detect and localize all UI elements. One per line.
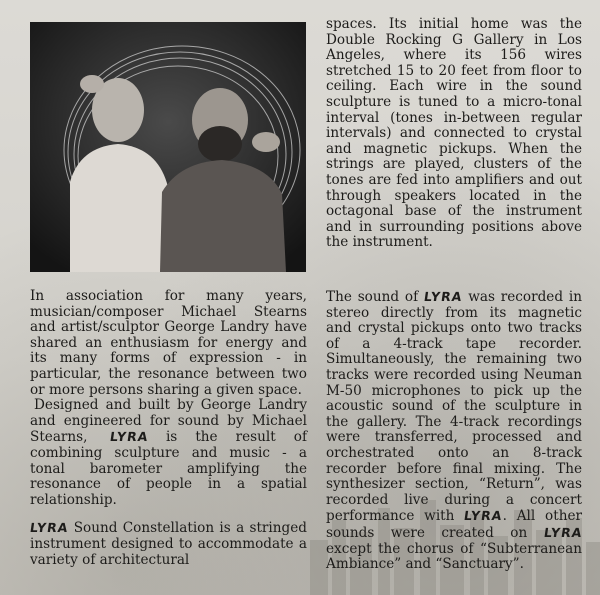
recording-text-d: except the chorus of “Subterranean Ambiance” and “Sanctuary”. bbox=[326, 540, 582, 573]
column-bottom-right bbox=[326, 289, 582, 573]
column-top-right bbox=[326, 17, 582, 251]
constellation-text: Sound Constellation is a stringed instrument designed to accommodate a variety of architectural bbox=[30, 520, 307, 568]
photo-image bbox=[30, 22, 306, 272]
lyra-logo: LYRA bbox=[463, 508, 504, 524]
column-left bbox=[30, 289, 307, 568]
paragraph-installation-description: spaces. Its initial home was the Double Rocking G Gallery in Los Angeles, where its 156 wires stretched 15 to 20 feet from floor to ceiling. Each wire in the sound sculpture is tuned to a micro-tonal interval (tones in-between regular intervals) and connected to crystal and magnetic pickups. When the strings are played, clusters of the tones are fed into amplifiers and out through speakers located in the octagonal base of the instrument and in surrounding positions above the instrument. bbox=[326, 16, 582, 251]
recording-text-b: was recorded in stereo directly from its magnetic and crystal pickups onto two tracks of a 4-track tape recorder. Simultaneously, the remaining two tracks were recorded using Neuman M-50 microphones to pick up the acoustic sound of the sculpture in the gallery. The 4-track recordings were transferred, processed and orchestrated onto an 8-track recorder before final mixing. The synthesizer section, “Return”, was recorded live during a concert performance with bbox=[326, 289, 582, 525]
paragraph-association: In association for many years, musician/composer Michael Stearns and artist/sculptor George Landry have shared an enthusiasm for energy and its many forms of expression - in particular, the resonance between two or more persons sharing a given space. bbox=[30, 288, 307, 398]
design-text-a: Designed and built by George Landry and engineered for sound by Michael Stearns, bbox=[30, 397, 307, 446]
design-text-b: is the result of combining sculpture and music - a tonal barometer amplifying the resonance of people in a spatial relationship. bbox=[30, 429, 307, 508]
lyra-logo: LYRA bbox=[108, 429, 150, 445]
lyra-logo: LYRA bbox=[422, 289, 464, 304]
photo-musicians-with-lyra bbox=[30, 22, 306, 272]
paragraph-design bbox=[30, 398, 307, 508]
paragraph-recording bbox=[326, 289, 582, 573]
recording-text-c: . All other sounds were created on bbox=[326, 508, 583, 541]
lyra-logo: LYRA bbox=[28, 520, 70, 536]
paragraph-constellation bbox=[30, 520, 307, 568]
recording-text-a: The sound of bbox=[326, 289, 419, 305]
lyra-logo: LYRA bbox=[542, 524, 584, 540]
